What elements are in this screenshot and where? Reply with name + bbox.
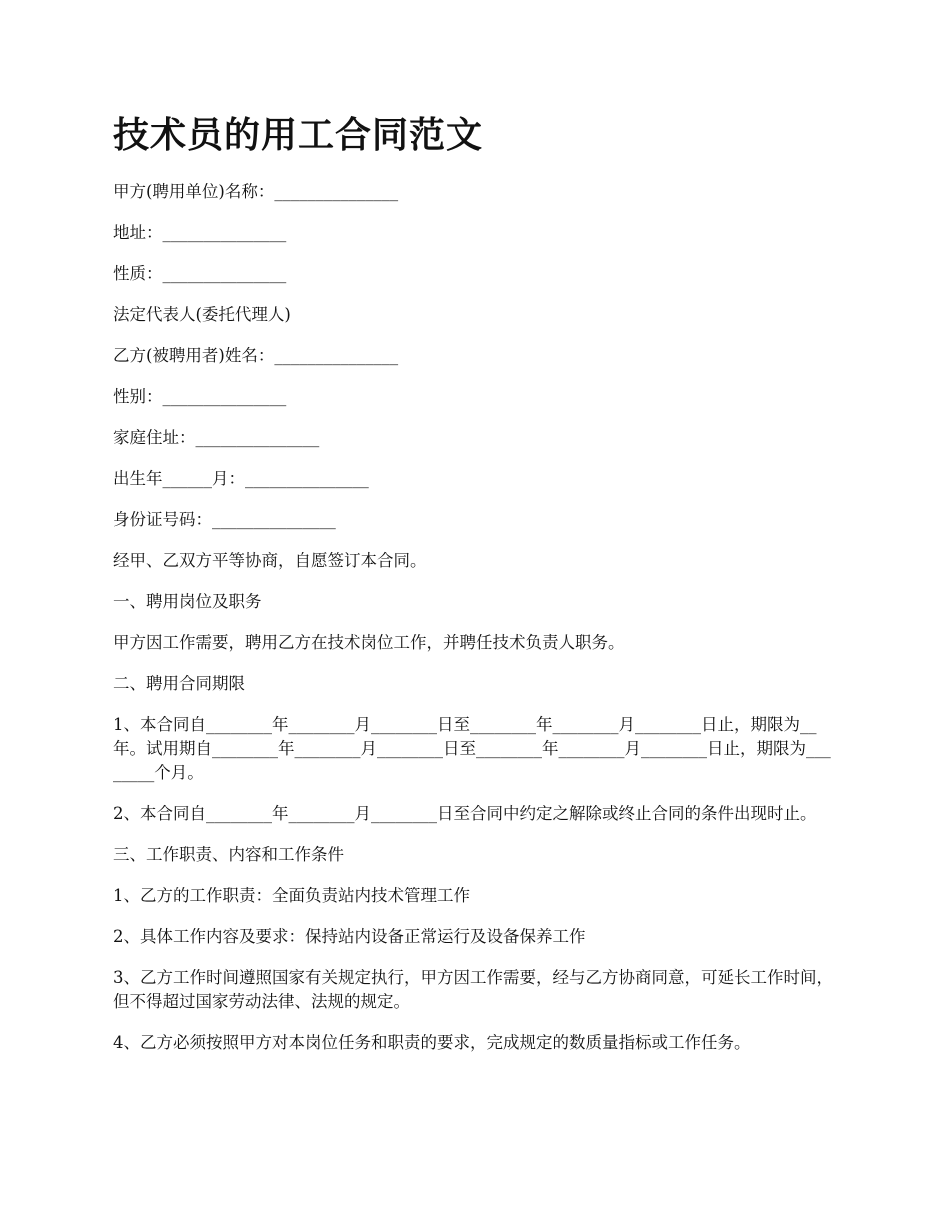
document-page	[113, 112, 838, 1072]
party-b-birth-date: 出生年______月：_______________	[113, 469, 369, 488]
section-3-clause-3: 3、乙方工作时间遵照国家有关规定执行，甲方因工作需要，经与乙方协商同意，可延长工作时间，但不得超过国家劳动法律、法规的规定。	[113, 968, 833, 1011]
section-2-clause-1: 1、本合同自________年________月________日至________年________月________日止，期限为__年。试用期自________年________月________日至________年________月________日止，期限为________个月。	[113, 715, 831, 782]
legal-representative: 法定代表人(委托代理人)	[113, 305, 291, 324]
section-2-clause-2: 2、本合同自________年________月________日至合同中约定之解除或终止合同的条件出现时止。	[113, 804, 817, 823]
section-heading-1: 一、聘用岗位及职务	[113, 592, 262, 611]
party-b-gender: 性别：_______________	[113, 387, 287, 406]
section-heading-3: 三、工作职责、内容和工作条件	[113, 845, 344, 864]
section-3-clause-4: 4、乙方必须按照甲方对本岗位任务和职责的要求，完成规定的数质量指标或工作任务。	[113, 1033, 751, 1052]
party-b-id-number: 身份证号码：_______________	[113, 510, 336, 529]
section-1-body: 甲方因工作需要，聘用乙方在技术岗位工作，并聘任技术负责人职务。	[113, 633, 625, 652]
party-b-home-address: 家庭住址：_______________	[113, 428, 320, 447]
party-a-name: 甲方(聘用单位)名称：_______________	[113, 182, 399, 201]
agreement-statement: 经甲、乙双方平等协商，自愿签订本合同。	[113, 551, 427, 570]
section-3-clause-2: 2、具体工作内容及要求：保持站内设备正常运行及设备保养工作	[113, 927, 586, 946]
party-a-nature: 性质：_______________	[113, 264, 287, 283]
party-b-name: 乙方(被聘用者)姓名：_______________	[113, 346, 399, 365]
document-title: 技术员的用工合同范文	[113, 115, 484, 156]
section-heading-2: 二、聘用合同期限	[113, 674, 245, 693]
party-a-address: 地址：_______________	[113, 223, 287, 242]
section-3-clause-1: 1、乙方的工作职责：全面负责站内技术管理工作	[113, 886, 470, 905]
